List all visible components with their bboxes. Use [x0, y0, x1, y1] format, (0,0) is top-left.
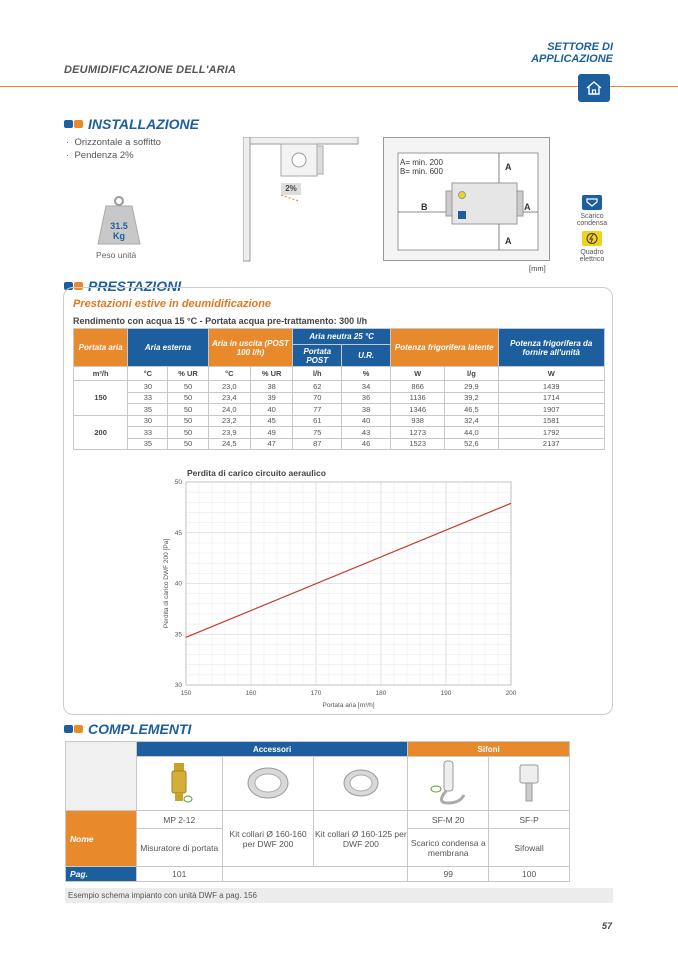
- product-image-collar-125: [314, 757, 408, 811]
- section-marker-icon: [64, 120, 83, 128]
- collar-icon: [243, 763, 293, 803]
- product-image-collar-160: [222, 757, 314, 811]
- unit-label: [mm]: [529, 264, 546, 273]
- legend-drain-label: Scarico: [580, 213, 604, 220]
- item-desc: Scarico condensa a membrana: [408, 829, 489, 867]
- electric-panel-marker-icon: [458, 191, 466, 199]
- performance-subtitle: Prestazioni estive in deumidificazione: [73, 298, 272, 310]
- item-desc: Sifowall: [489, 829, 570, 867]
- prestazioni-title: PRESTAZIONI: [64, 278, 181, 294]
- performance-table: [73, 328, 605, 450]
- drain-icon: [582, 195, 602, 210]
- section-marker-icon: [64, 725, 83, 733]
- item-code: SF-P: [489, 811, 570, 829]
- clearance-a-right: A: [524, 202, 531, 212]
- installation-bullets: [66, 136, 161, 162]
- clearance-a-bottom: A: [505, 236, 512, 246]
- bullet-item: · Pendenza 2%: [66, 150, 134, 161]
- table-row: 200 30 50 23,2 45 61 40 938 32,4 1581: [74, 415, 605, 427]
- table-row: 35 50 24,5 47 87 46 1523 52,6 2137: [74, 438, 605, 450]
- group-accessori: Accessori: [136, 742, 407, 757]
- slope-diagram: [243, 137, 359, 262]
- header-aria-uscita: Aria in uscita (POST 100 l/h): [208, 329, 293, 367]
- header-portata-aria: Portata aria: [74, 329, 128, 367]
- y-tick-label: 30: [174, 682, 182, 689]
- header-aria-esterna: Aria esterna: [128, 329, 208, 367]
- dim-b-label: B= min. 600: [400, 167, 443, 176]
- item-desc: Kit collari Ø 160-125 per DWF 200: [314, 811, 408, 867]
- item-desc: Misuratore di portata: [136, 829, 222, 867]
- pressure-drop-chart: [150, 476, 530, 712]
- series-line: [186, 503, 511, 637]
- y-tick-label: 50: [174, 479, 182, 486]
- chart-title: Perdita di carico circuito aeraulico: [187, 468, 326, 478]
- flow-150: 150: [74, 381, 128, 416]
- header-ur: U.R.: [342, 345, 391, 367]
- clearance-b: B: [421, 202, 428, 212]
- collar-icon: [336, 763, 386, 803]
- item-desc: Kit collari Ø 160-160 per DWF 200: [222, 811, 314, 867]
- section-header: DEUMIDIFICAZIONE DELL'ARIA: [64, 64, 237, 76]
- bullet-item: · Orizzontale a soffitto: [66, 137, 161, 148]
- table-row: 150 30 50 23,0 38 62 34 866 29,9 1439: [74, 381, 605, 393]
- x-tick-label: 150: [180, 690, 192, 697]
- header-aria-neutra: Aria neutra 25 °C: [293, 329, 391, 345]
- clearance-a-top: A: [505, 162, 512, 172]
- x-tick-label: 180: [375, 690, 387, 697]
- item-page: 101: [136, 867, 222, 882]
- row-label-nome: Nome: [66, 811, 137, 867]
- y-tick-label: 40: [174, 580, 182, 588]
- installazione-title: INSTALLAZIONE: [64, 116, 199, 132]
- header-potenza-fornire: Potenza frigorifera da fornire all'unità: [498, 329, 604, 367]
- item-code: MP 2-12: [136, 811, 222, 829]
- weight-unit: Kg: [113, 231, 125, 241]
- header-portata-post: Portata POST: [293, 345, 342, 367]
- x-tick-label: 170: [310, 690, 322, 697]
- item-code: SF-M 20: [408, 811, 489, 829]
- corner-cell: [66, 742, 137, 811]
- home-icon: [578, 74, 610, 102]
- product-image-sfp: [489, 757, 570, 811]
- electric-panel-icon: [582, 231, 602, 246]
- clearance-diagram: [383, 137, 550, 261]
- row-label-pag: Pag.: [66, 867, 137, 882]
- dim-a-label: A= min. 200: [400, 158, 443, 167]
- group-sifoni: Sifoni: [408, 742, 570, 757]
- units-row: m³/h °C % UR °C % UR l/h % W l/g W: [74, 367, 605, 381]
- y-tick-label: 35: [174, 631, 182, 639]
- complementi-title: COMPLEMENTI: [64, 721, 191, 737]
- x-tick-label: 160: [245, 690, 257, 697]
- legend-panel-label: Quadro: [580, 249, 604, 256]
- item-page: [222, 867, 408, 882]
- item-page: 100: [489, 867, 570, 882]
- performance-condition: Rendimento con acqua 15 °C - Portata acqua pre-trattamento: 300 l/h: [73, 316, 368, 326]
- x-axis-label: Portata aria [m³/h]: [322, 702, 375, 709]
- page-number: 57: [601, 921, 612, 931]
- drain-marker-icon: [458, 211, 466, 219]
- x-tick-label: 200: [505, 690, 517, 697]
- siphon-icon: [426, 759, 470, 807]
- weight-label: Peso unità: [96, 250, 137, 260]
- sector-label: SETTORE DI APPLICAZIONE: [531, 41, 613, 65]
- table-row: 33 50 23,4 39 70 36 1136 39,2 1714: [74, 392, 605, 404]
- weight-value: 31.5: [110, 221, 128, 231]
- header-divider: [0, 86, 678, 87]
- y-axis-label: Perdita di carico DWF 200 [Pa]: [163, 538, 170, 629]
- table-row: 35 50 24,0 40 77 38 1346 46,5 1907: [74, 404, 605, 416]
- sifowall-icon: [514, 761, 544, 805]
- header-potenza-latente: Potenza frigorifera latente: [391, 329, 498, 367]
- table-row: 33 50 23,9 49 75 43 1273 44,0 1792: [74, 427, 605, 439]
- x-tick-label: 190: [440, 690, 452, 697]
- y-tick-label: 45: [174, 529, 182, 537]
- product-image-sfm20: [408, 757, 489, 811]
- flow-200: 200: [74, 415, 128, 450]
- footnote: Esempio schema impianto con unità DWF a pag. 156: [65, 888, 613, 903]
- slope-badge: 2%: [281, 183, 301, 195]
- accessories-table: [65, 741, 570, 882]
- flow-meter-icon: [164, 761, 194, 805]
- product-image-mp: [136, 757, 222, 811]
- item-page: 99: [408, 867, 489, 882]
